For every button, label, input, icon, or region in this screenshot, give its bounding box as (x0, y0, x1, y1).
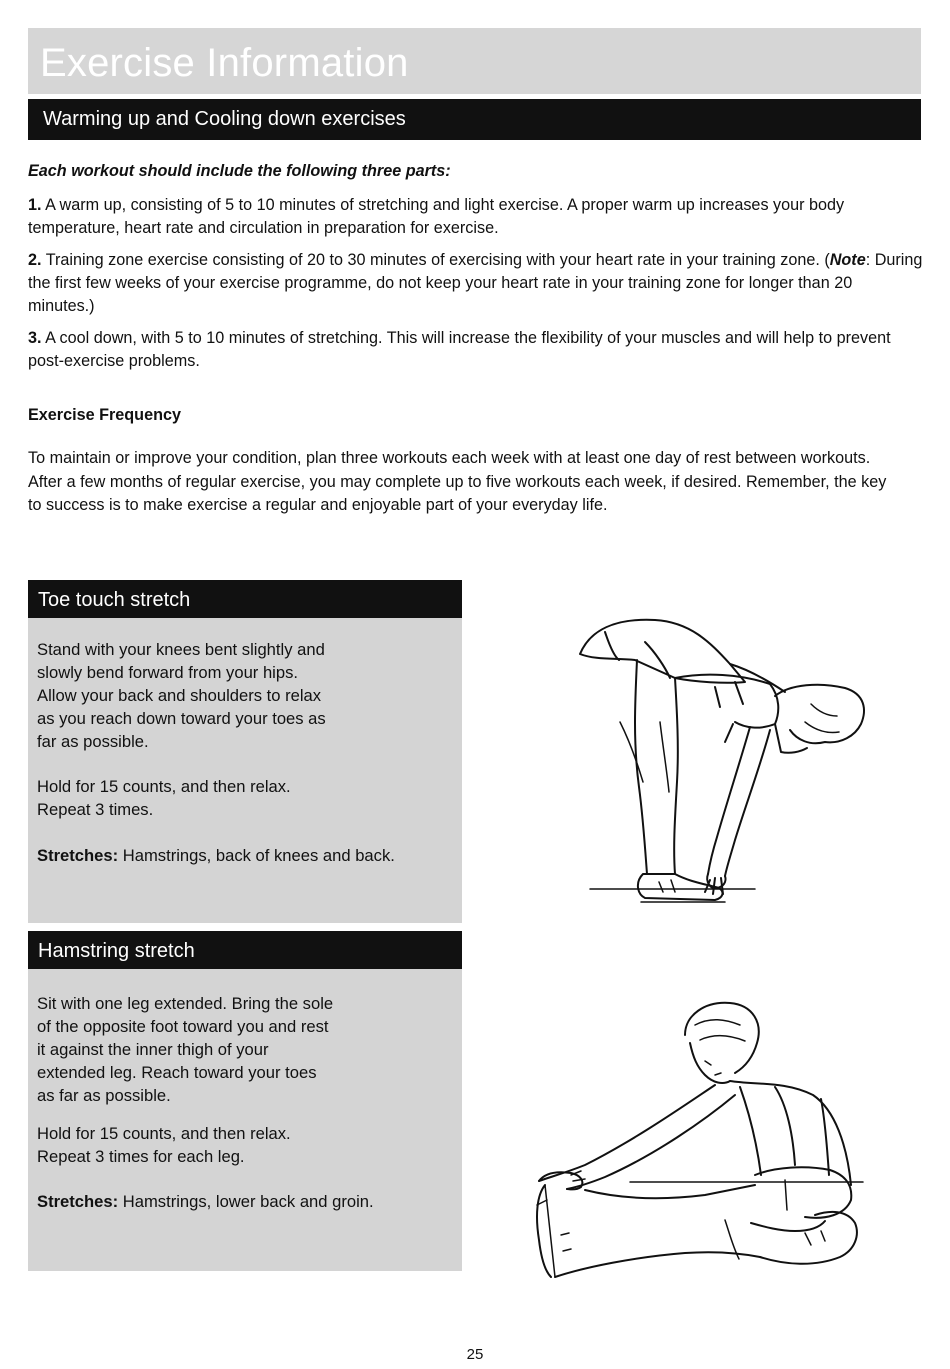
section-header-bar (28, 99, 921, 140)
stretches-text: Hamstrings, lower back and groin. (118, 1192, 374, 1211)
frequency-heading: Exercise Frequency (28, 406, 181, 424)
toe-touch-title-bar (28, 580, 462, 618)
hold-line: Repeat 3 times for each leg. (37, 1147, 245, 1166)
stretches-label: Stretches: (37, 846, 119, 865)
hold-line: Hold for 15 counts, and then relax. (37, 777, 291, 796)
instruction-line: as far as possible. (37, 1086, 171, 1105)
instruction-line: extended leg. Reach toward your toes (37, 1063, 317, 1082)
hamstring-panel (28, 931, 462, 1271)
instruction-line: Sit with one leg extended. Bring the sole (37, 994, 334, 1013)
toe-touch-illustration (575, 612, 875, 907)
workout-part-number: 1. (28, 196, 42, 214)
workout-part-number: 3. (28, 329, 42, 347)
workout-part-text: Training zone exercise consisting of 20 to 30 minutes of exercising with your heart rate in your training zone. ( (45, 251, 830, 269)
page-title-bar (28, 28, 921, 94)
instruction-line: of the opposite foot toward you and rest (37, 1017, 329, 1036)
hold-line: Hold for 15 counts, and then relax. (37, 1124, 291, 1143)
page-number: 25 (466, 1346, 484, 1363)
stretches-line (37, 1190, 457, 1213)
workout-part-2 (28, 249, 923, 318)
frequency-text: To maintain or improve your condition, plan three workouts each week with at least one day of rest between workouts. After a few months of regular exercise, you may complete up to five workouts each week, if desired. Remember, the key to success is to make exercise a regular and enjoyable part of your everyday life. (28, 449, 887, 514)
note-label: Note (829, 251, 866, 269)
workout-part-text: A warm up, consisting of 5 to 10 minutes of stretching and light exercise. A proper warm up increases your body temperature, heart rate and circulation in preparation for exercise. (28, 196, 845, 237)
workout-part-note-text: : During the first few weeks of your exercise programme, do not keep your heart rate in your training zone for longer than 20 minutes.) (28, 251, 923, 315)
instruction-line: Allow your back and shoulders to relax (37, 686, 322, 705)
stretches-text: Hamstrings, back of knees and back. (118, 846, 395, 865)
stretches-label: Stretches: (37, 1192, 119, 1211)
instruction-line: Stand with your knees bent slightly and (37, 640, 325, 659)
intro-section (28, 160, 923, 382)
workout-part-text: A cool down, with 5 to 10 minutes of stretching. This will increase the flexibility of your muscles and will help to prevent post-exercise problems. (28, 329, 891, 370)
workout-part-3 (28, 327, 923, 373)
hamstring-title: Hamstring stretch (38, 940, 195, 962)
hamstring-stretch-illustration (525, 995, 870, 1280)
stretches-line (37, 844, 457, 867)
intro-lead: Each workout should include the following three parts: (28, 162, 451, 180)
toe-touch-panel (28, 580, 462, 923)
toe-touch-instructions (37, 638, 457, 867)
hamstring-instructions (37, 992, 457, 1213)
hamstring-title-bar (28, 931, 462, 969)
workout-part-number: 2. (28, 251, 42, 269)
instruction-line: as you reach down toward your toes as (37, 709, 326, 728)
page-title: Exercise Information (40, 41, 409, 85)
workout-part-1 (28, 194, 923, 240)
section-title: Warming up and Cooling down exercises (43, 108, 406, 130)
instruction-line: far as possible. (37, 732, 149, 751)
instruction-line: slowly bend forward from your hips. (37, 663, 298, 682)
toe-touch-title: Toe touch stretch (38, 589, 191, 611)
instruction-line: it against the inner thigh of your (37, 1040, 269, 1059)
hold-line: Repeat 3 times. (37, 800, 154, 819)
